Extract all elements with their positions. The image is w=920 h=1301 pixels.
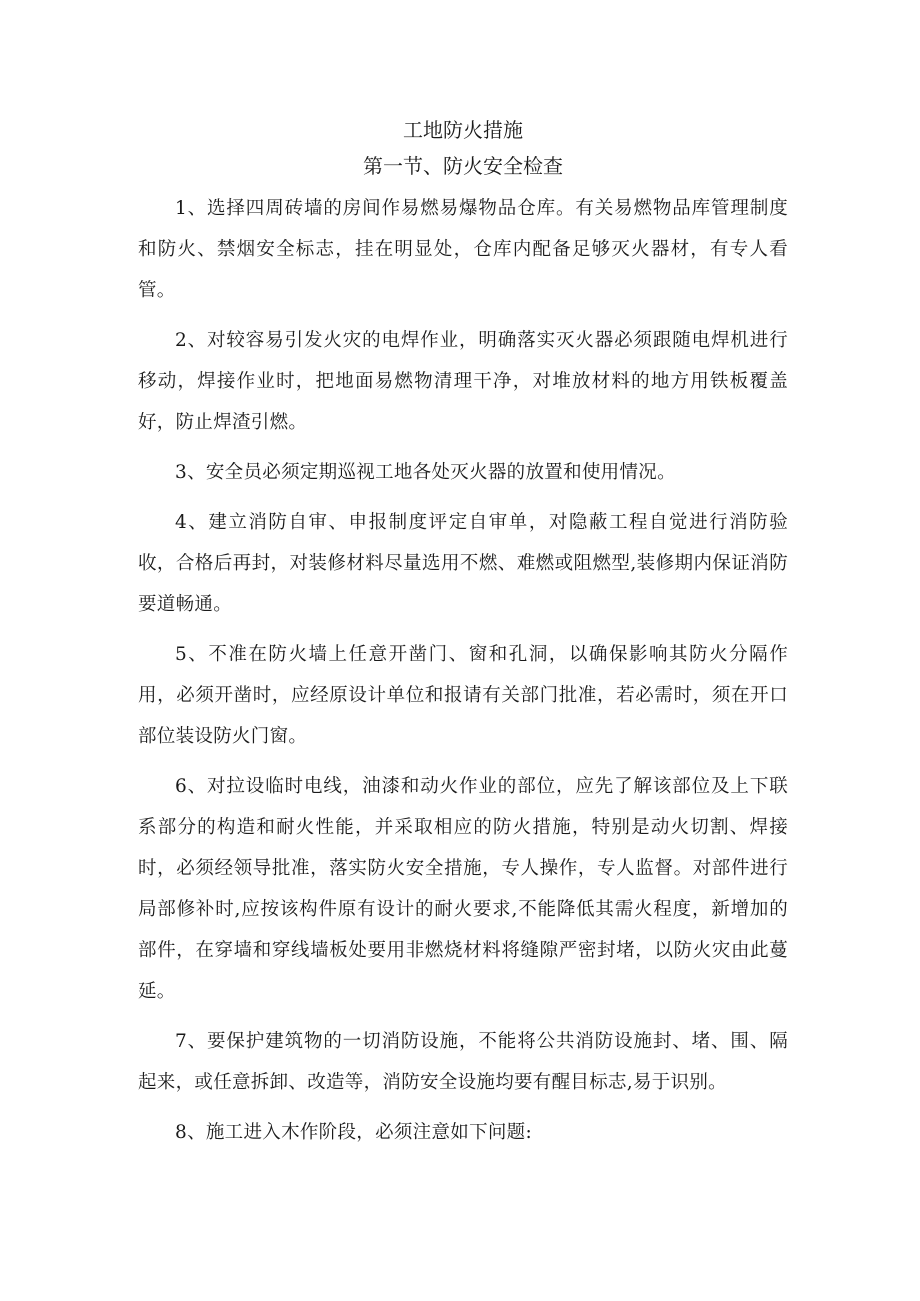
paragraph-4: 4、建立消防自审、申报制度评定自审单，对隐蔽工程自觉进行消防验收，合格后再封，对装修材料尽量选用不燃、难燃或阻燃型,装修期内保证消防要道畅通。	[138, 512, 788, 615]
paragraph-8: 8、施工进入木作阶段，必须注意如下问题:	[175, 1122, 533, 1143]
paragraph-2: 2、对较容易引发火灾的电焊作业，明确落实灭火器必须跟随电焊机进行移动，焊接作业时，把地面易燃物清理干净，对堆放材料的地方用铁板覆盖好，防止焊渣引燃。	[138, 330, 788, 433]
document-page	[138, 112, 788, 1162]
paragraph-1: 1、选择四周砖墙的房间作易燃易爆物品仓库。有关易燃物品库管理制度和防火、禁烟安全标志，挂在明显处，仓库内配备足够灭火器材，有专人看管。	[138, 198, 788, 301]
paragraph-5: 5、不准在防火墙上任意开凿门、窗和孔洞，以确保影响其防火分隔作用，必须开凿时，应经原设计单位和报请有关部门批准，若必需时，须在开口部位装设防火门窗。	[138, 644, 788, 747]
section-heading: 第一节、防火安全检查	[363, 154, 563, 178]
paragraph-6: 6、对拉设临时电线，油漆和动火作业的部位，应先了解该部位及上下联系部分的构造和耐火性能，并采取相应的防火措施，特别是动火切割、焊接时，必须经领导批准，落实防火安全措施，专人操作，专人监督。对部件进行局部修补时,应按该构件原有设计的耐火要求,不能降低其需火程度，新增加的部件，在穿墙和穿线墙板处要用非燃烧材料将缝隙严密封堵，以防火灾由此蔓延。	[138, 776, 788, 1002]
paragraph-3: 3、安全员必须定期巡视工地各处灭火器的放置和使用情况。	[175, 462, 676, 483]
document-title: 工地防火措施	[403, 118, 523, 142]
paragraph-7: 7、要保护建筑物的一切消防设施，不能将公共消防设施封、堵、围、隔起来，或任意拆卸、改造等，消防安全设施均要有醒目标志,易于识别。	[138, 1031, 788, 1093]
